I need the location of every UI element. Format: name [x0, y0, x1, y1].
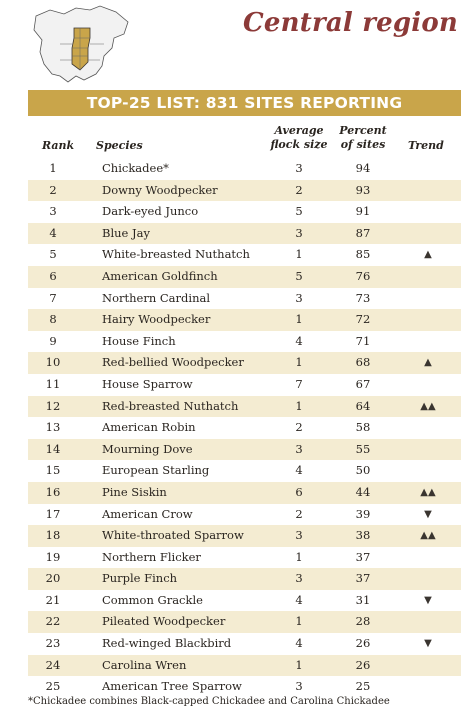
rank-cell: 10	[45, 355, 61, 370]
table-row	[28, 288, 461, 310]
header-species: Species	[96, 139, 143, 152]
flock-size-cell: 1	[295, 614, 303, 629]
flock-size-cell: 1	[295, 398, 303, 413]
flock-size-cell: 6	[295, 484, 303, 499]
species-cell: American Crow	[102, 506, 193, 521]
species-cell: Red-breasted Nuthatch	[102, 398, 239, 413]
percent-cell: 93	[355, 182, 371, 197]
table-row	[28, 396, 461, 418]
percent-cell: 58	[355, 420, 371, 435]
rank-cell: 16	[45, 484, 61, 499]
percent-cell: 50	[355, 463, 371, 478]
percent-cell: 38	[355, 528, 371, 543]
species-cell: American Goldfinch	[102, 268, 218, 283]
flock-size-cell: 1	[295, 355, 303, 370]
flock-size-cell: 7	[295, 376, 303, 391]
species-cell: Downy Woodpecker	[102, 182, 218, 197]
rank-cell: 4	[49, 225, 57, 240]
header-percent-line2: of sites	[340, 138, 386, 151]
flock-size-cell: 3	[295, 225, 303, 240]
flock-size-cell: 3	[295, 571, 303, 586]
rank-cell: 5	[49, 247, 57, 262]
header-flock-size	[268, 124, 330, 152]
rank-cell: 7	[49, 290, 57, 305]
rank-cell: 14	[45, 441, 61, 456]
table-row	[28, 201, 461, 223]
rank-cell: 12	[45, 398, 61, 413]
percent-cell: 71	[355, 333, 371, 348]
flock-size-cell: 1	[295, 312, 303, 327]
percent-cell: 67	[355, 376, 371, 391]
flock-size-cell: 4	[295, 636, 303, 651]
species-cell: European Starling	[102, 463, 210, 478]
header-trend: Trend	[408, 139, 444, 152]
rank-cell: 3	[49, 204, 57, 219]
flock-size-cell: 1	[295, 247, 303, 262]
flock-size-cell: 3	[295, 528, 303, 543]
flock-size-cell: 3	[295, 290, 303, 305]
species-cell: House Finch	[102, 333, 176, 348]
table-row	[28, 633, 461, 655]
flock-size-cell: 4	[295, 463, 303, 478]
flock-size-cell: 5	[295, 268, 303, 283]
header-rank: Rank	[42, 139, 75, 152]
table-row	[28, 611, 461, 633]
species-cell: Common Grackle	[102, 592, 203, 607]
rank-cell: 24	[45, 657, 61, 672]
flock-size-cell: 2	[295, 420, 303, 435]
flock-size-cell: 3	[295, 679, 303, 694]
rank-cell: 19	[45, 549, 61, 564]
percent-cell: 37	[355, 571, 371, 586]
percent-cell: 64	[355, 398, 371, 413]
percent-cell: 37	[355, 549, 371, 564]
table-row	[28, 352, 461, 374]
table-row	[28, 331, 461, 353]
table-row	[28, 547, 461, 569]
header-percent-sites	[334, 124, 392, 152]
north-america-region-map	[30, 4, 134, 88]
percent-cell: 85	[355, 247, 371, 262]
species-cell: Red-winged Blackbird	[102, 636, 232, 651]
species-cell: House Sparrow	[102, 376, 193, 391]
species-cell: Blue Jay	[102, 225, 150, 240]
rank-cell: 9	[49, 333, 57, 348]
header-flock-line2: flock size	[270, 138, 328, 151]
rank-cell: 21	[45, 592, 61, 607]
rank-cell: 18	[45, 528, 61, 543]
percent-cell: 91	[355, 204, 371, 219]
rank-cell: 20	[45, 571, 61, 586]
rank-cell: 25	[45, 679, 61, 694]
table-row	[28, 223, 461, 245]
trend-icon: ▲	[424, 249, 432, 261]
percent-cell: 73	[355, 290, 371, 305]
table-row	[28, 244, 461, 266]
species-cell: Carolina Wren	[102, 657, 187, 672]
table-row	[28, 568, 461, 590]
species-cell: Pileated Woodpecker	[102, 614, 226, 629]
table-row	[28, 417, 461, 439]
species-cell: Northern Cardinal	[102, 290, 211, 305]
table-row	[28, 158, 461, 180]
table-row	[28, 374, 461, 396]
table-row	[28, 180, 461, 202]
percent-cell: 26	[355, 657, 371, 672]
rank-cell: 8	[49, 312, 57, 327]
flock-size-cell: 3	[295, 161, 303, 175]
rank-cell: 2	[49, 182, 57, 197]
percent-cell: 31	[355, 592, 371, 607]
species-cell: Purple Finch	[102, 571, 178, 586]
flock-size-cell: 2	[295, 506, 303, 521]
species-cell: Northern Flicker	[102, 549, 201, 564]
flock-size-cell: 1	[295, 549, 303, 564]
flock-size-cell: 1	[295, 657, 303, 672]
flock-size-cell: 3	[295, 441, 303, 456]
rank-cell: 22	[45, 614, 61, 629]
percent-cell: 25	[355, 679, 371, 694]
species-cell: Hairy Woodpecker	[102, 312, 211, 327]
species-cell: Pine Siskin	[102, 484, 167, 499]
table-header	[28, 116, 461, 158]
table-row	[28, 482, 461, 504]
rank-cell: 13	[45, 420, 61, 435]
table-row	[28, 590, 461, 612]
table-row	[28, 676, 461, 698]
species-cell: American Tree Sparrow	[102, 679, 242, 694]
table-row	[28, 439, 461, 461]
region-title: Central region	[243, 8, 458, 38]
rank-cell: 6	[49, 268, 57, 283]
species-cell: Dark-eyed Junco	[102, 204, 199, 219]
flock-size-cell: 4	[295, 333, 303, 348]
flock-size-cell: 5	[295, 204, 303, 219]
percent-cell: 26	[355, 636, 371, 651]
rank-cell: 15	[45, 463, 61, 478]
table-row	[28, 309, 461, 331]
percent-cell: 72	[355, 312, 371, 327]
table-row	[28, 460, 461, 482]
table-row	[28, 655, 461, 677]
species-cell: Chickadee*	[102, 161, 169, 175]
percent-cell: 68	[355, 355, 371, 370]
header-percent-line1: Percent	[339, 124, 387, 137]
species-cell: White-throated Sparrow	[102, 528, 244, 543]
list-banner: TOP-25 LIST: 831 SITES REPORTING	[28, 90, 461, 116]
percent-cell: 94	[355, 161, 371, 175]
rank-cell: 1	[49, 161, 57, 175]
percent-cell: 44	[355, 484, 371, 499]
table-row	[28, 266, 461, 288]
trend-icon: ▲▲	[420, 400, 436, 412]
header-flock-line1: Average	[274, 124, 324, 137]
percent-cell: 28	[355, 614, 371, 629]
percent-cell: 39	[355, 506, 371, 521]
trend-icon: ▲	[424, 357, 432, 369]
percent-cell: 76	[355, 268, 371, 283]
species-cell: Mourning Dove	[102, 441, 193, 456]
percent-cell: 55	[355, 441, 371, 456]
trend-icon: ▲▲	[420, 530, 436, 542]
trend-icon: ▼	[424, 508, 432, 520]
species-cell: American Robin	[102, 420, 196, 435]
species-cell: Red-bellied Woodpecker	[102, 355, 244, 370]
species-cell: White-breasted Nuthatch	[102, 247, 250, 262]
rank-cell: 23	[45, 636, 61, 651]
trend-icon: ▲▲	[420, 486, 436, 498]
rank-cell: 11	[45, 376, 61, 391]
top-25-table	[28, 116, 461, 698]
rank-cell: 17	[45, 506, 61, 521]
flock-size-cell: 2	[295, 182, 303, 197]
trend-icon: ▼	[424, 594, 432, 606]
trend-icon: ▼	[424, 638, 432, 650]
percent-cell: 87	[355, 225, 371, 240]
table-row	[28, 504, 461, 526]
footnote: *Chickadee combines Black-capped Chickadee and Carolina Chickadee	[28, 696, 390, 707]
table-row	[28, 525, 461, 547]
flock-size-cell: 4	[295, 592, 303, 607]
